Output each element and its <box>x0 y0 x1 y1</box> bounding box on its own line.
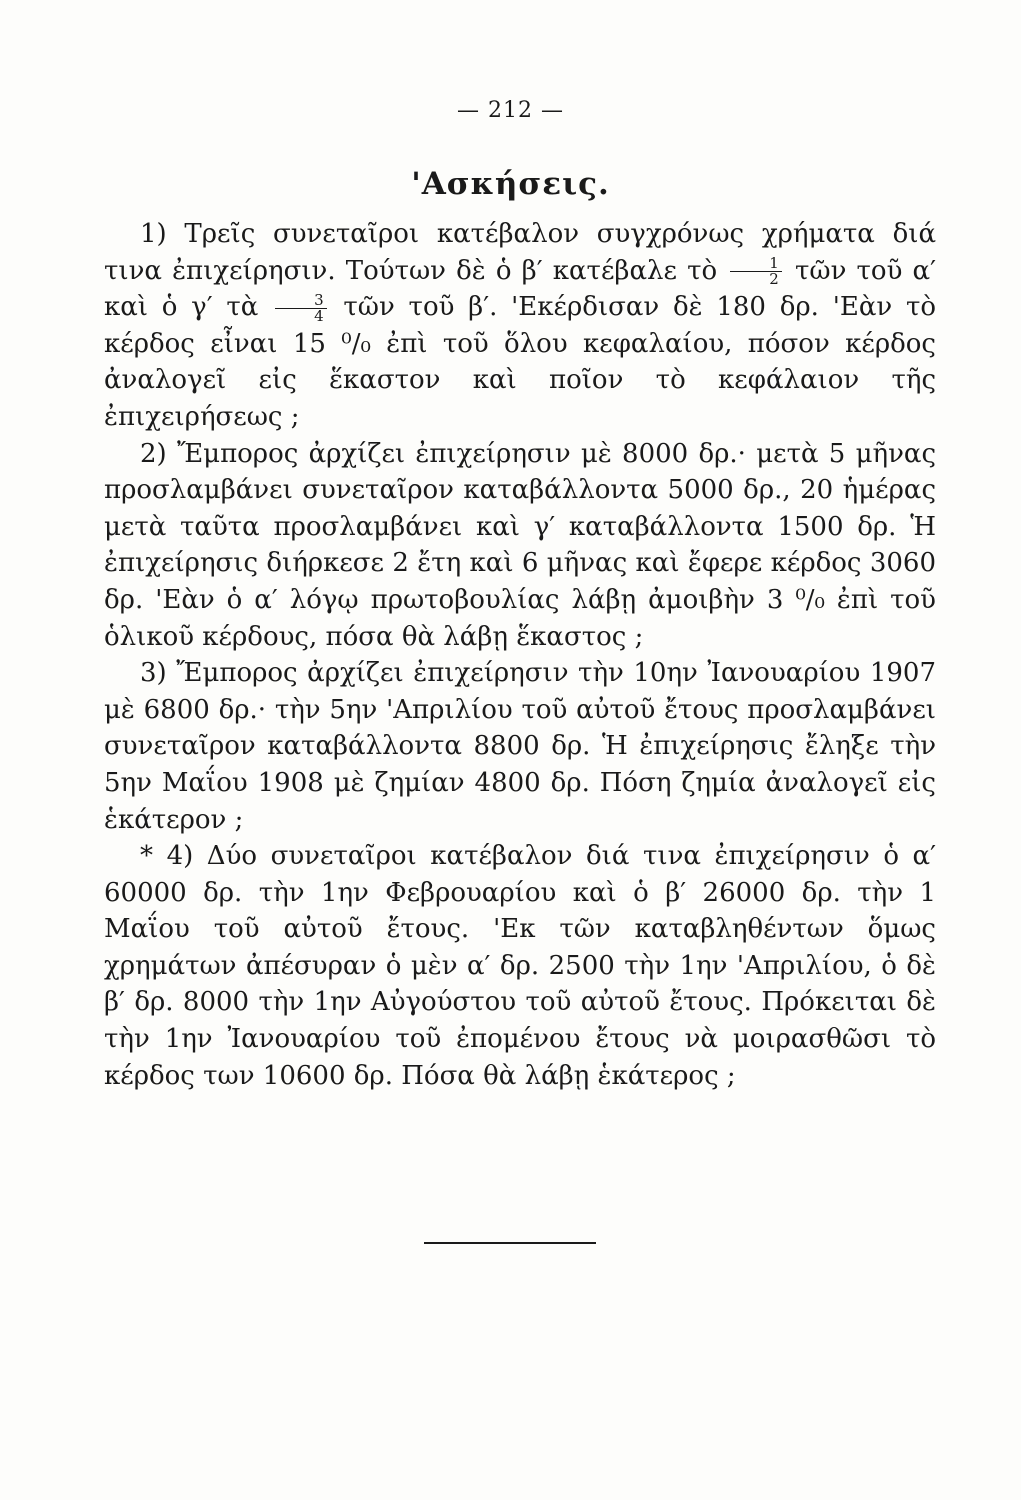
fraction-numerator: 3 <box>275 293 327 309</box>
exercise-2: 2) Ἔμπορος ἀρχίζει ἐπιχείρησιν μὲ 8000 δρ.· μετὰ 5 μῆνας προσλαμβάνει συνεταῖρον καταβάλλοντα 5000 δρ., 20 ἡμέρας μετὰ ταῦτα προσλαμβάνει καὶ γ′ καταβάλλοντα 1500 δρ. Ἡ ἐπιχείρησις διήρκεσε 2 ἔτη καὶ 6 μῆνας καὶ ἔφερε κέρδος 3060 δρ. 'Εὰν ὁ α′ λόγῳ πρωτοβουλίας λάβῃ ἀμοιβὴν 3 ⁰/₀ ἐπὶ τοῦ ὁλικοῦ κέρδους, πόσα θὰ λάβῃ ἕκαστος ; <box>104 438 936 652</box>
exercises-body <box>104 216 936 1094</box>
fraction-one-half <box>730 256 782 287</box>
exercise-1 <box>104 216 936 436</box>
end-divider-rule <box>424 1242 596 1244</box>
fraction-three-quarters <box>275 290 327 325</box>
exercise-1-text-part2: τῶν τοῦ α′ καὶ ὁ γ′ τὰ <box>104 255 936 323</box>
exercise-1-text-part1: 1) Τρεῖς συνεταῖροι κατέβαλον συγχρόνως χρήματα διά τινα ἐπιχείρησιν. Τούτων δὲ ὁ β′ κατέβαλε τὸ <box>104 219 936 286</box>
fraction-numerator: 1 <box>730 256 782 272</box>
page-number: — 212 — <box>457 98 564 123</box>
exercise-3: 3) Ἔμπορος ἀρχίζει ἐπιχείρησιν τὴν 10ην Ἰανουαρίου 1907 μὲ 6800 δρ.· τὴν 5ην 'Απριλίου τοῦ αὐτοῦ ἔτους προσλαμβάνει συνεταῖρον καταβάλλοντα 8800 δρ. Ἡ ἐπιχείρησις ἔληξε τὴν 5ην Μαΐου 1908 μὲ ζημίαν 4800 δρ. Πόση ζημία ἀναλογεῖ εἰς ἑκάτερον ; <box>104 658 936 835</box>
exercise-4: * 4) Δύο συνεταῖροι κατέβαλον διά τινα ἐπιχείρησιν ὁ α′ 60000 δρ. τὴν 1ην Φεβρουαρίου καὶ ὁ β′ 26000 δρ. τὴν 1 Μαΐου τοῦ αὐτοῦ ἔτους. 'Εκ τῶν καταβληθέντων ὅμως χρημάτων ἀπέσυραν ὁ μὲν α′ δρ. 2500 τὴν 1ην 'Απριλίου, ὁ δὲ β′ δρ. 8000 τὴν 1ην Αὐγούστου τοῦ αὐτοῦ ἔτους. Πρόκειται δὲ τὴν 1ην Ἰανουαρίου τοῦ ἐπομένου ἔτους νὰ μοιρασθῶσι τὸ κέρδος των 10600 δρ. Πόσα θὰ λάβῃ ἑκάτερος ; <box>104 841 936 1091</box>
fraction-denominator: 2 <box>769 270 779 289</box>
exercise-1-text-part3: τῶν τοῦ β′. 'Εκέρδισαν δὲ 180 δρ. 'Εὰν τὸ κέρδος εἶναι 15 ⁰/₀ ἐπὶ τοῦ ὅλου κεφαλαίου, πόσον κέρδος ἀναλογεῖ εἰς ἕκαστον καὶ ποῖον τὸ κεφάλαιον τῆς ἐπιχειρήσεως ; <box>104 292 936 432</box>
section-heading: 'Ασκήσεις. <box>411 166 610 202</box>
fraction-denominator: 4 <box>314 306 324 325</box>
